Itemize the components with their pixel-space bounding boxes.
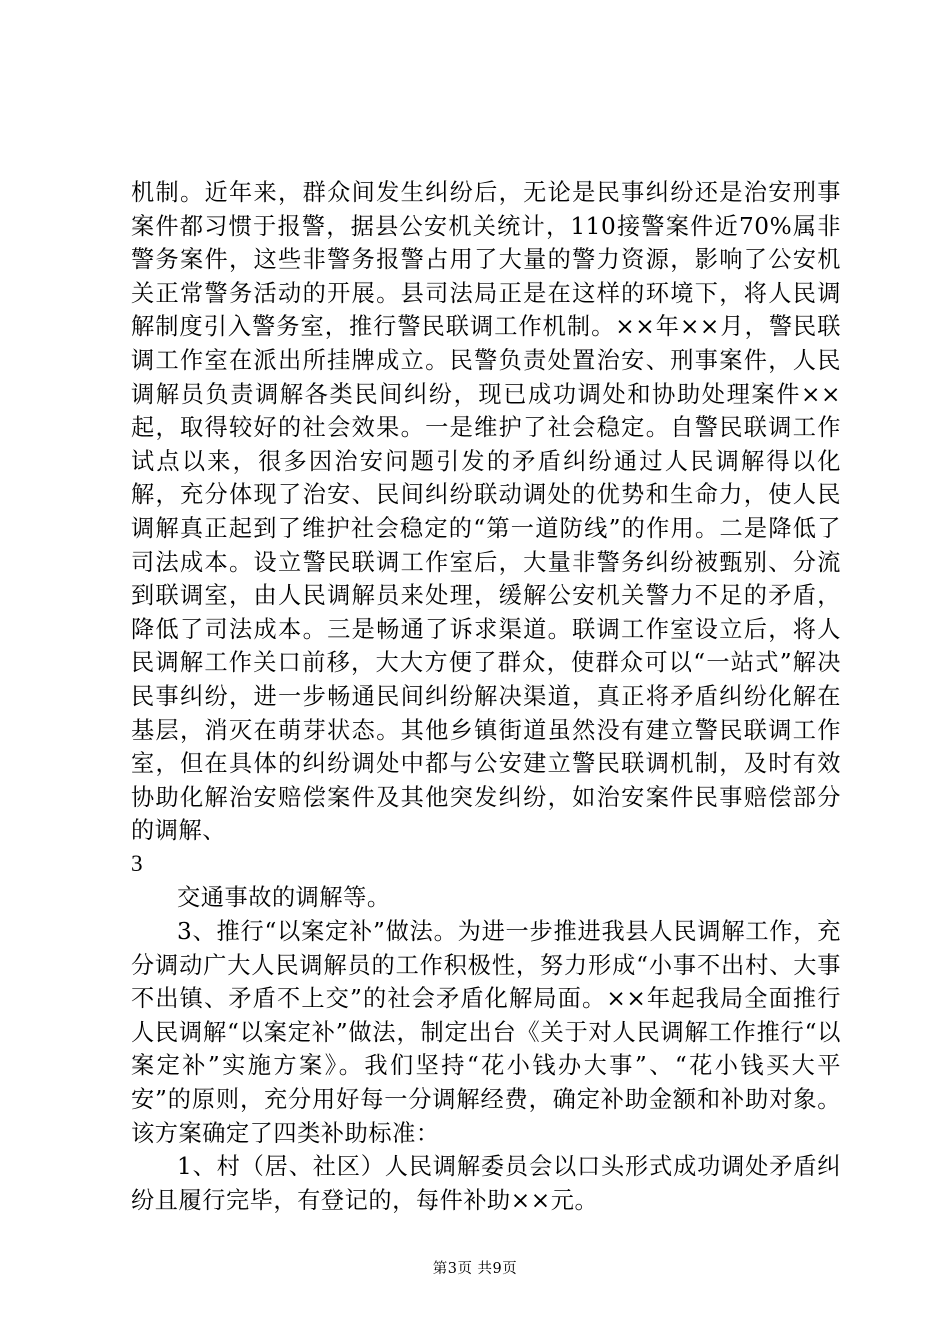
paragraph-police-civil-mediation: 机制。近年来，群众间发生纠纷后，无论是民事纠纷还是治安刑事案件都习惯于报警，据县公安机关统计，110接警案件近70%属非警务案件，这些非警务报警占用了大量的警力资源，影响了公安机关正常警务活动的开展。县司法局正是在这样的环境下，将人民调解制度引入警务室，推行警民联调工作机制。××年××月，警民联调工作室在派出所挂牌成立。民警负责处置治安、刑事案件，人民调解员负责调解各类民间纠纷，现已成功调处和协助处理案件××起，取得较好的社会效果。一是维护了社会稳定。自警民联调工作试点以来，很多因治安问题引发的矛盾纠纷通过人民调解得以化解，充分体现了治安、民间纠纷联动调处的优势和生命力，使人民调解真正起到了维护社会稳定的“第一道防线”的作用。二是降低了司法成本。设立警民联调工作室后，大量非警务纠纷被甄别、分流到联调室，由人民调解员来处理，缓解公安机关警力不足的矛盾，降低了司法成本。三是畅通了诉求渠道。联调工作室设立后，将人民调解工作关口前移，大大方便了群众，使群众可以“一站式”解决民事纠纷，进一步畅通民间纠纷解决渠道，真正将矛盾纠纷化解在基层，消灭在萌芽状态。其他乡镇街道虽然没有建立警民联调工作室，但在具体的纠纷调处中都与公安建立警民联调机制，及时有效协助化解治安赔偿案件及其他突发纠纷，如治安案件民事赔偿部分的调解、	[131, 179, 841, 845]
paragraph-traffic-accident: 交通事故的调解等。	[177, 884, 391, 912]
document-body	[131, 176, 841, 1217]
paragraph-subsidy-standard-1: 1、村（居、社区）人民调解委员会以口头形式成功调处矛盾纠纷且履行完毕，有登记的，每件补助××元。	[131, 1153, 841, 1214]
page-footer: 第3页 共9页	[432, 1261, 518, 1277]
paragraph-case-subsidy: 3、推行“以案定补”做法。为进一步推进我县人民调解工作，充分调动广大人民调解员的工作积极性，努力形成“小事不出村、大事不出镇、矛盾不上交”的社会矛盾化解局面。××年起我局全面推行人民调解“以案定补”做法，制定出台《关于对人民调解工作推行“以案定补”实施方案》。我们坚持“花小钱办大事”、“花小钱买大平安”的原则，充分用好每一分调解经费，确定补助金额和补助对象。该方案确定了四类补助标准：	[131, 918, 841, 1147]
page-break-marker: 3	[131, 850, 144, 877]
